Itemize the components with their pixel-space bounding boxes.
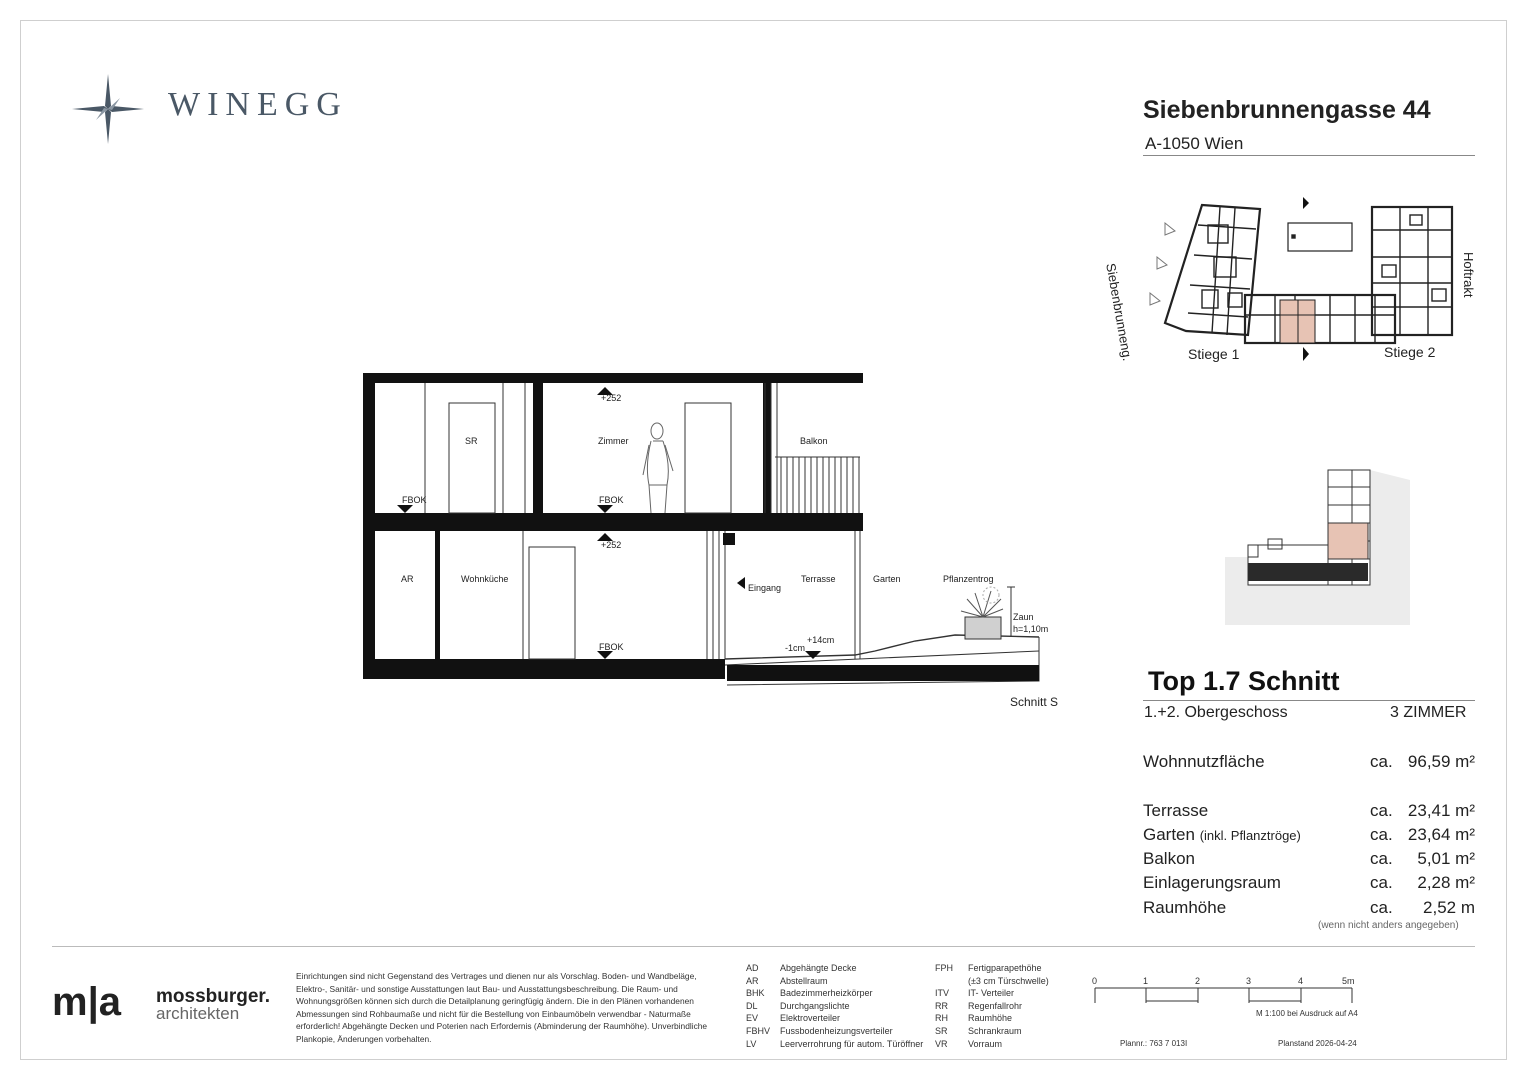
scale-tick-0: 0 (1092, 976, 1098, 986)
disclaimer-text: Einrichtungen sind nicht Gegenstand des Vertrages und dienen nur als Vorschlag. Boden- und Wandbeläge, Elektro-, Sanitär- und sonstige Ausstattungen laut Bau- und Ausstattungsbeschreibung. Die Raum- und Wohnungsgrößen können sich durch die Detailplanung geringfügig ändern. Die in den Plänen vorhandenen Abmessungen sind Rohbaumaße und nicht für die Bestellung von Einbaumöbeln verwendbar - Naturmaße erforderlich! Abgehängte Decken und Poterien nach Erfordernis (Abminderung der Raumhöhe). Unverbindliche Plankopie, Änderungen vorbehalten. (296, 971, 708, 1044)
compass-star-icon (72, 74, 144, 144)
architect-sub: architekten (156, 1004, 240, 1023)
fence-height: h=1,10m (1013, 624, 1049, 634)
unit-title: Top 1.7 Schnitt (1148, 666, 1340, 696)
site-label-hoftrakt: Hoftrakt (1461, 252, 1476, 298)
room-label-garten: Garten (873, 574, 901, 584)
room-label-terrasse: Terrasse (801, 574, 836, 584)
scale-tick-3: 3 (1246, 976, 1252, 986)
unit-rooms: 3 ZIMMER (1390, 704, 1467, 721)
legend-left: AD Abgehängte Decke AR Abstellraum BHK Badezimmerheizkörper DL Durchgangslichte EV Elektroverteiler FBHV Fussbodenheizungsverteiler LV Leerverrohrung für autom. Türöffner (746, 963, 924, 1049)
scale-note: M 1:100 bei Ausdruck auf A4 (1256, 1009, 1358, 1018)
scale-tick-2: 2 (1195, 976, 1201, 986)
height-mark-upper: +252 (601, 393, 622, 403)
fbok-mark-sr: FBOK (402, 495, 427, 505)
height-mark-lower: +252 (601, 540, 622, 550)
unit-floor: 1.+2. Obergeschoss (1144, 704, 1288, 721)
fbok-mark-zimmer: FBOK (599, 495, 624, 505)
scale-tick-4: 4 (1298, 976, 1304, 986)
unit-rule (1143, 700, 1475, 701)
address-city: A-1050 Wien (1145, 134, 1244, 153)
plan-date: Planstand 2026-04-24 (1278, 1039, 1357, 1048)
legend-right: FPH Fertigparapethöhe (±3 cm Türschwelle) ITV IT- Verteiler RR Regenfallrohr RH Raumhöhe SR Schrankraum VR Vorraum (935, 963, 1049, 1049)
room-label-eingang: Eingang (748, 583, 782, 593)
scale-tick-5: 5m (1342, 976, 1355, 986)
room-label-pflanzentrog: Pflanzentrog (943, 574, 994, 584)
architect-mark: m|a (52, 980, 122, 1024)
scale-tick-1: 1 (1143, 976, 1149, 986)
fence-label: Zaun (1013, 612, 1034, 622)
plan-number: Plannr.: 763 7 013I (1120, 1039, 1188, 1048)
room-label-balkon: Balkon (800, 436, 828, 446)
site-label-stiege-2: Stiege 2 (1384, 344, 1436, 360)
footer-rule (52, 946, 1475, 947)
site-label-stiege-1: Stiege 1 (1188, 346, 1240, 362)
site-label-street: Siebenbrunneng. (1103, 262, 1136, 363)
areas-footnote: (wenn nicht anders angegeben) (1318, 920, 1459, 931)
section-drawing (355, 365, 1055, 695)
level-mark-plus14: +14cm (807, 635, 835, 645)
room-label-ar: AR (401, 574, 414, 584)
brand-logo: WINEGG (168, 86, 348, 123)
key-section-thumbnail (1220, 465, 1420, 630)
scale-bar (1090, 985, 1360, 1007)
section-caption: Schnitt S (1010, 695, 1059, 709)
fbok-mark-wohnkueche: FBOK (599, 642, 624, 652)
address-street: Siebenbrunnengasse 44 (1143, 96, 1431, 124)
architect-name: mossburger. (156, 986, 271, 1007)
room-label-wohnkueche: Wohnküche (461, 574, 509, 584)
level-mark-minus1: -1cm (785, 643, 805, 653)
room-label-sr: SR (465, 436, 478, 446)
address-rule (1143, 155, 1475, 156)
room-label-zimmer: Zimmer (598, 436, 629, 446)
